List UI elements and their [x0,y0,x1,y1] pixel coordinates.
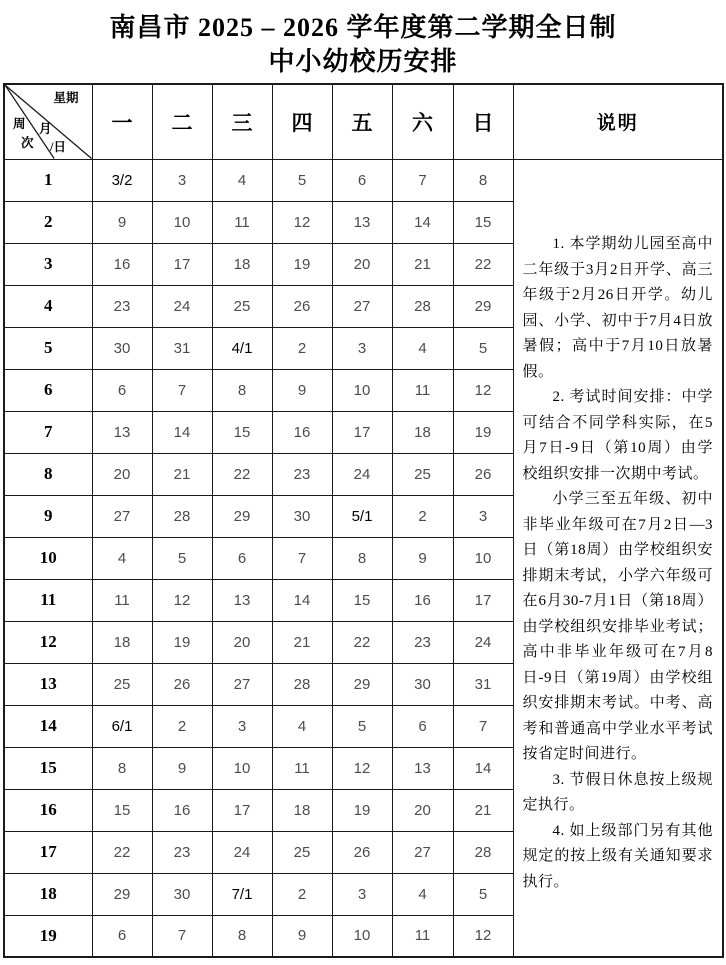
date-cell: 22 [332,621,392,663]
week-number: 6 [4,369,92,411]
date-cell: 12 [152,579,212,621]
date-cell: 2 [152,705,212,747]
week-number: 13 [4,663,92,705]
date-cell: 24 [453,621,513,663]
date-cell: 22 [92,831,152,873]
date-cell: 11 [272,747,332,789]
date-cell: 20 [212,621,272,663]
title-line-2: 中小幼校历安排 [268,47,458,76]
corner-weekday-label: 星期 [53,91,79,105]
note-paragraph: 3. 节假日休息按上级规定执行。 [522,771,713,814]
note-paragraph: 2. 考试时间安排：中学可结合不同学科实际，在5月7日-9日（第10周）由学校组织安排一次期中考试。 [522,389,713,482]
page-title [0,0,726,79]
date-cell: 29 [332,663,392,705]
day-header-wed: 三 [212,84,272,159]
date-cell: 22 [212,453,272,495]
date-cell: 7 [152,369,212,411]
date-cell: 11 [92,579,152,621]
month-start-date-cell: 7/1 [212,873,272,915]
date-cell: 18 [392,411,453,453]
note-paragraph: 4. 如上级部门另有其他规定的按上级有关通知要求执行。 [522,822,713,890]
date-cell: 10 [332,915,392,957]
date-cell: 15 [92,789,152,831]
date-cell: 11 [392,369,453,411]
corner-month-label: 月 [39,122,52,136]
calendar-table [3,83,724,958]
week-number: 19 [4,915,92,957]
date-cell: 25 [92,663,152,705]
date-cell: 6 [392,705,453,747]
date-cell: 26 [152,663,212,705]
date-cell: 4 [272,705,332,747]
date-cell: 27 [92,495,152,537]
date-cell: 4 [392,327,453,369]
date-cell: 15 [453,201,513,243]
date-cell: 16 [152,789,212,831]
date-cell: 28 [152,495,212,537]
corner-diagonal-cell [4,84,92,159]
date-cell: 15 [332,579,392,621]
date-cell: 3 [152,159,212,201]
date-cell: 28 [453,831,513,873]
date-cell: 14 [453,747,513,789]
date-cell: 4 [212,159,272,201]
date-cell: 2 [392,495,453,537]
date-cell: 20 [332,243,392,285]
date-cell: 26 [453,453,513,495]
date-cell: 27 [392,831,453,873]
date-cell: 23 [392,621,453,663]
date-cell: 6 [92,369,152,411]
date-cell: 18 [92,621,152,663]
date-cell: 30 [152,873,212,915]
date-cell: 19 [332,789,392,831]
table-row [4,159,723,201]
date-cell: 13 [332,201,392,243]
date-cell: 29 [92,873,152,915]
day-header-mon: 一 [92,84,152,159]
date-cell: 7 [392,159,453,201]
date-cell: 5 [332,705,392,747]
date-cell: 4 [92,537,152,579]
date-cell: 21 [152,453,212,495]
date-cell: 4 [392,873,453,915]
month-start-date-cell: 5/1 [332,495,392,537]
date-cell: 3 [212,705,272,747]
date-cell: 7 [152,915,212,957]
date-cell: 9 [92,201,152,243]
date-cell: 19 [453,411,513,453]
notes-cell [513,159,723,957]
date-cell: 7 [453,705,513,747]
date-cell: 11 [392,915,453,957]
date-cell: 12 [332,747,392,789]
note-paragraph: 小学三至五年级、初中非毕业年级可在7月2日—3日（第18周）由学校组织安排期末考试，小学六年级可在6月30-7月1日（第18周）由学校组织安排毕业考试；高中非毕业年级可在7月8日-9日（第19周）由学校组织安排期末考试。中考、高考和普通高中学业水平考试按省定时间进行。 [522,491,713,763]
date-cell: 18 [212,243,272,285]
date-cell: 14 [272,579,332,621]
date-cell: 9 [272,369,332,411]
date-cell: 11 [212,201,272,243]
date-cell: 14 [152,411,212,453]
date-cell: 3 [453,495,513,537]
date-cell: 17 [332,411,392,453]
week-number: 5 [4,327,92,369]
date-cell: 26 [332,831,392,873]
corner-week-label-bottom: 次 [21,136,34,150]
date-cell: 26 [272,285,332,327]
date-cell: 16 [272,411,332,453]
date-cell: 21 [272,621,332,663]
date-cell: 8 [212,369,272,411]
week-number: 14 [4,705,92,747]
month-start-date-cell: 3/2 [92,159,152,201]
date-cell: 3 [332,873,392,915]
date-cell: 17 [152,243,212,285]
date-cell: 9 [152,747,212,789]
day-header-thu: 四 [272,84,332,159]
date-cell: 6 [92,915,152,957]
date-cell: 18 [272,789,332,831]
date-cell: 20 [392,789,453,831]
date-cell: 20 [92,453,152,495]
week-number: 15 [4,747,92,789]
corner-day-label: /日 [50,140,66,154]
date-cell: 31 [152,327,212,369]
week-number: 17 [4,831,92,873]
date-cell: 5 [453,873,513,915]
date-cell: 12 [272,201,332,243]
date-cell: 3 [332,327,392,369]
date-cell: 10 [212,747,272,789]
date-cell: 9 [272,915,332,957]
week-number: 11 [4,579,92,621]
date-cell: 21 [392,243,453,285]
date-cell: 24 [152,285,212,327]
date-cell: 10 [152,201,212,243]
date-cell: 19 [272,243,332,285]
date-cell: 10 [453,537,513,579]
week-number: 18 [4,873,92,915]
week-number: 7 [4,411,92,453]
date-cell: 23 [92,285,152,327]
date-cell: 13 [392,747,453,789]
title-line-1: 南昌市 2025 – 2026 学年度第二学期全日制 [109,13,617,42]
date-cell: 5 [453,327,513,369]
date-cell: 6 [332,159,392,201]
date-cell: 17 [453,579,513,621]
date-cell: 12 [453,369,513,411]
date-cell: 5 [272,159,332,201]
date-cell: 25 [392,453,453,495]
date-cell: 17 [212,789,272,831]
date-cell: 15 [212,411,272,453]
date-cell: 8 [332,537,392,579]
date-cell: 8 [92,747,152,789]
date-cell: 6 [212,537,272,579]
week-number: 2 [4,201,92,243]
note-paragraph: 1. 本学期幼儿园至高中二年级于3月2日开学、高三年级于2月26日开学。幼儿园、小学、初中于7月4日放暑假；高中于7月10日放暑假。 [522,236,713,380]
date-cell: 9 [392,537,453,579]
date-cell: 16 [92,243,152,285]
date-cell: 22 [453,243,513,285]
date-cell: 25 [272,831,332,873]
week-number: 8 [4,453,92,495]
month-start-date-cell: 6/1 [92,705,152,747]
date-cell: 7 [272,537,332,579]
notes-header: 说明 [513,84,723,159]
week-number: 16 [4,789,92,831]
date-cell: 8 [212,915,272,957]
date-cell: 29 [453,285,513,327]
date-cell: 30 [92,327,152,369]
date-cell: 24 [212,831,272,873]
corner-week-label-top: 周 [13,117,26,131]
day-header-sat: 六 [392,84,453,159]
date-cell: 23 [272,453,332,495]
month-start-date-cell: 4/1 [212,327,272,369]
day-header-tue: 二 [152,84,212,159]
date-cell: 31 [453,663,513,705]
date-cell: 2 [272,873,332,915]
week-number: 12 [4,621,92,663]
date-cell: 30 [272,495,332,537]
date-cell: 8 [453,159,513,201]
date-cell: 19 [152,621,212,663]
date-cell: 28 [272,663,332,705]
week-number: 4 [4,285,92,327]
date-cell: 5 [152,537,212,579]
day-header-fri: 五 [332,84,392,159]
date-cell: 27 [332,285,392,327]
date-cell: 28 [392,285,453,327]
date-cell: 25 [212,285,272,327]
date-cell: 21 [453,789,513,831]
week-number: 3 [4,243,92,285]
header-row [4,84,723,159]
date-cell: 30 [392,663,453,705]
date-cell: 2 [272,327,332,369]
date-cell: 14 [392,201,453,243]
date-cell: 24 [332,453,392,495]
date-cell: 23 [152,831,212,873]
week-number: 9 [4,495,92,537]
day-header-sun: 日 [453,84,513,159]
date-cell: 13 [212,579,272,621]
week-number: 1 [4,159,92,201]
date-cell: 13 [92,411,152,453]
date-cell: 27 [212,663,272,705]
date-cell: 12 [453,915,513,957]
week-number: 10 [4,537,92,579]
date-cell: 16 [392,579,453,621]
date-cell: 29 [212,495,272,537]
date-cell: 10 [332,369,392,411]
